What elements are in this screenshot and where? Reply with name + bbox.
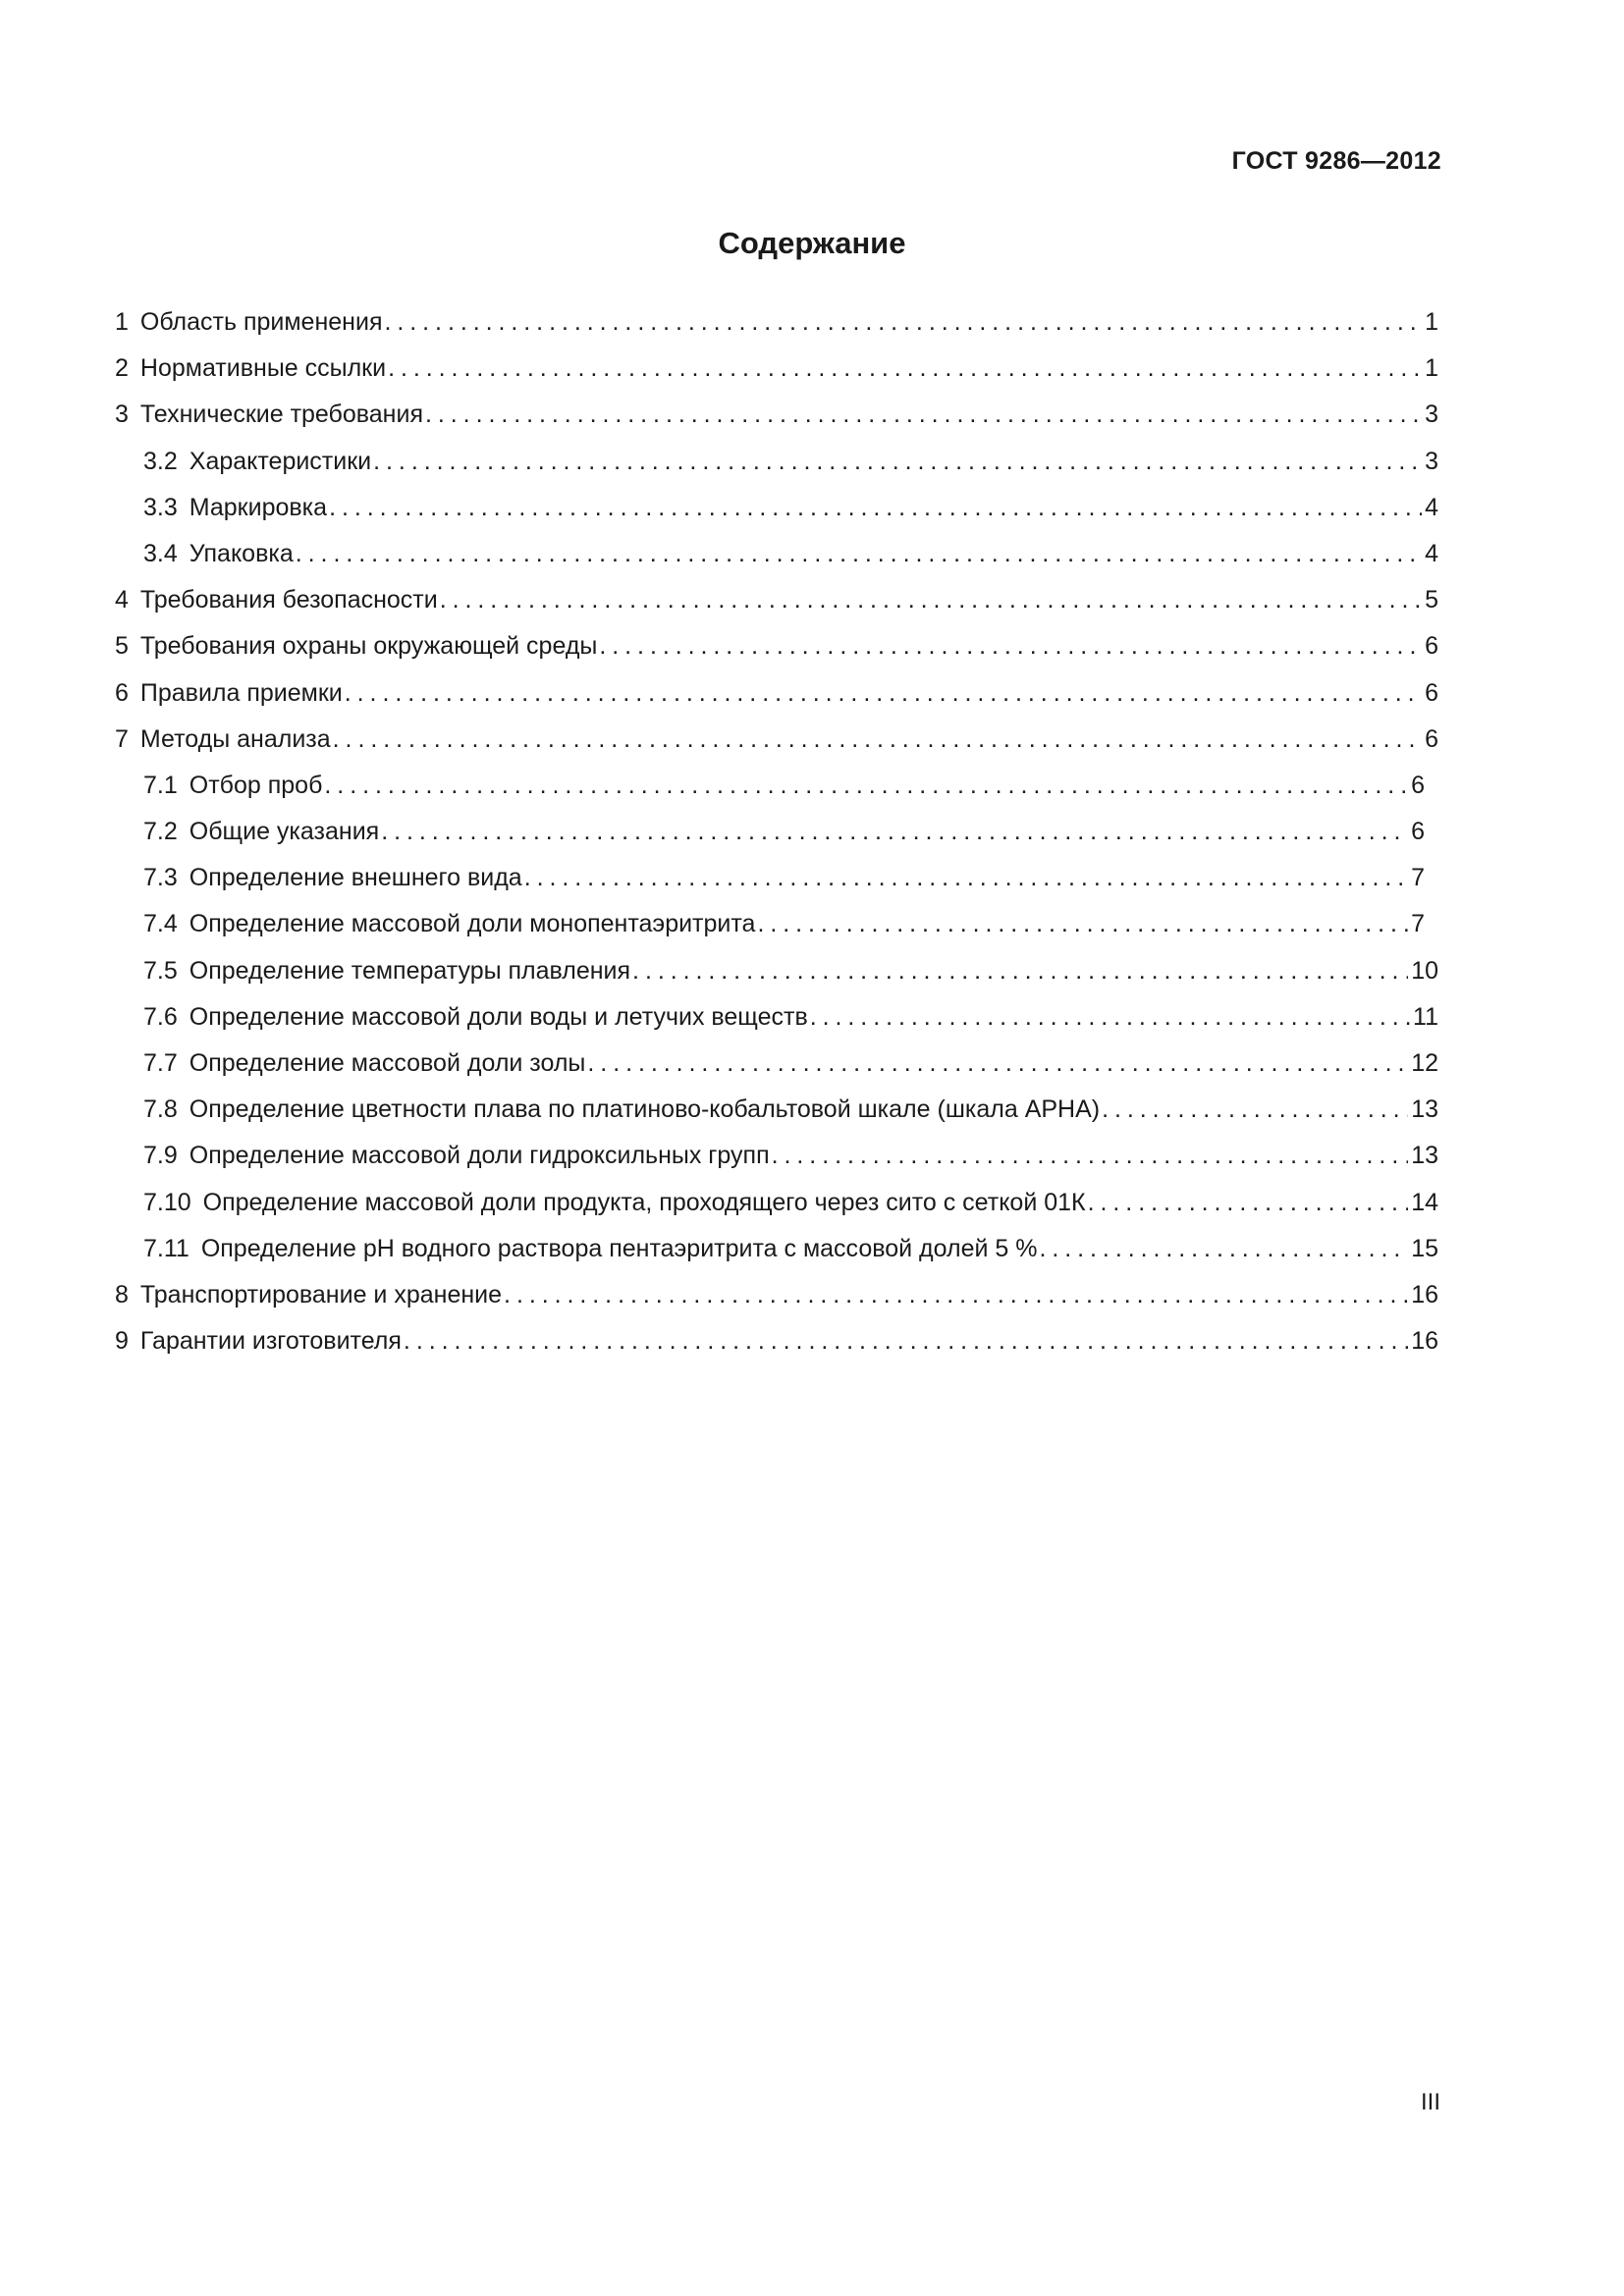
- toc-entry-number: 3: [115, 400, 129, 429]
- toc-entry-page: 13: [1411, 1142, 1438, 1170]
- toc-dot-leader: [810, 994, 1410, 1041]
- toc-dot-leader: [1102, 1087, 1408, 1133]
- toc-entry-number: 7.8: [143, 1095, 178, 1124]
- toc-entry-number: 5: [115, 632, 129, 661]
- toc-entry-page: 7: [1411, 910, 1425, 938]
- toc-entry-number: 7.6: [143, 1002, 178, 1031]
- toc-entry-number: 7.3: [143, 864, 178, 892]
- toc-entry-page: 6: [1425, 678, 1438, 707]
- toc-dot-leader: [587, 1041, 1408, 1087]
- toc-entry-label: Определение массовой доли воды и летучих веществ: [189, 1002, 808, 1031]
- toc-entry-label: Упаковка: [189, 539, 294, 567]
- toc-entry-number: 7.7: [143, 1049, 178, 1077]
- toc-entry-page: 3: [1425, 400, 1438, 429]
- toc-entry-label: Область применения: [139, 308, 383, 336]
- toc-entry[interactable]: [115, 670, 1438, 717]
- toc-dot-leader: [329, 485, 1422, 531]
- toc-entry[interactable]: [115, 577, 1438, 623]
- toc-dot-leader: [757, 901, 1408, 947]
- toc-entry[interactable]: [115, 439, 1438, 485]
- toc-entry-label: Определение цветности плава по платиново-кобальтовой шкале (шкала АРНА): [189, 1095, 1101, 1124]
- toc-entry-label: Правила приемки: [139, 678, 343, 707]
- toc-entry-number: 8: [115, 1280, 129, 1308]
- toc-entry[interactable]: [115, 717, 1438, 763]
- standard-code-header: ГОСТ 9286—2012: [1231, 147, 1441, 175]
- toc-entry-label: Определение рН водного раствора пентаэритрита с массовой долей 5 %: [200, 1234, 1038, 1262]
- toc-entry-label: Требования охраны окружающей среды: [139, 632, 598, 661]
- toc-entry[interactable]: [115, 855, 1425, 901]
- toc-entry[interactable]: [115, 763, 1425, 809]
- toc-entry[interactable]: [115, 1272, 1438, 1318]
- toc-entry-page: 14: [1411, 1188, 1438, 1216]
- toc-entry-number: 9: [115, 1327, 129, 1356]
- toc-entry[interactable]: [115, 1226, 1438, 1272]
- toc-entry-label: Определение массовой доли продукта, проходящего через сито с сеткой 01К: [202, 1188, 1086, 1216]
- toc-dot-leader: [1039, 1226, 1408, 1272]
- toc-entry-page: 16: [1411, 1280, 1438, 1308]
- toc-entry-page: 6: [1411, 818, 1425, 846]
- toc-dot-leader: [599, 623, 1422, 669]
- toc-dot-leader: [440, 577, 1422, 623]
- toc-entry[interactable]: [115, 346, 1438, 392]
- toc-entry-number: 3.4: [143, 539, 178, 567]
- toc-entry[interactable]: [115, 531, 1438, 577]
- toc-entry-page: 12: [1411, 1049, 1438, 1077]
- toc-dot-leader: [345, 670, 1422, 717]
- toc-dot-leader: [333, 717, 1422, 763]
- toc-entry-page: 1: [1425, 308, 1438, 336]
- toc-entry-number: 7: [115, 724, 129, 753]
- toc-entry[interactable]: [115, 1087, 1438, 1133]
- table-of-contents: [115, 299, 1438, 1364]
- toc-entry-number: 7.2: [143, 818, 178, 846]
- toc-dot-leader: [632, 948, 1408, 994]
- toc-entry-label: Определение температуры плавления: [189, 956, 631, 985]
- toc-entry[interactable]: [115, 901, 1425, 947]
- toc-entry-page: 15: [1411, 1234, 1438, 1262]
- toc-entry-number: 7.10: [143, 1188, 191, 1216]
- toc-entry-label: Определение массовой доли гидроксильных групп: [189, 1142, 770, 1170]
- toc-entry[interactable]: [115, 392, 1438, 438]
- toc-dot-leader: [324, 763, 1408, 809]
- toc-dot-leader: [404, 1318, 1408, 1364]
- toc-entry-number: 7.9: [143, 1142, 178, 1170]
- toc-dot-leader: [296, 531, 1422, 577]
- toc-entry-number: 1: [115, 308, 129, 336]
- toc-entry[interactable]: [115, 485, 1438, 531]
- toc-entry[interactable]: [115, 1180, 1438, 1226]
- toc-entry[interactable]: [115, 1318, 1438, 1364]
- toc-dot-leader: [381, 809, 1408, 855]
- toc-entry-label: Нормативные ссылки: [139, 354, 387, 383]
- toc-title: Содержание: [718, 226, 906, 260]
- toc-entry[interactable]: [115, 948, 1438, 994]
- toc-entry-page: 6: [1425, 632, 1438, 661]
- toc-dot-leader: [772, 1133, 1409, 1179]
- toc-dot-leader: [388, 346, 1422, 392]
- toc-dot-leader: [1088, 1180, 1409, 1226]
- toc-entry-page: 5: [1425, 586, 1438, 614]
- toc-entry-page: 7: [1411, 864, 1425, 892]
- toc-entry-page: 4: [1425, 539, 1438, 567]
- toc-entry-label: Маркировка: [189, 493, 328, 521]
- toc-entry-page: 1: [1425, 354, 1438, 383]
- toc-entry[interactable]: [115, 994, 1438, 1041]
- toc-entry[interactable]: [115, 299, 1438, 346]
- toc-entry-label: Общие указания: [189, 818, 380, 846]
- toc-dot-leader: [524, 855, 1408, 901]
- page-number: III: [1420, 2089, 1440, 2115]
- toc-entry-page: 13: [1411, 1095, 1438, 1124]
- toc-entry-label: Методы анализа: [139, 724, 331, 753]
- toc-dot-leader: [425, 392, 1422, 438]
- toc-entry-page: 16: [1411, 1327, 1438, 1356]
- toc-dot-leader: [373, 439, 1422, 485]
- toc-entry-page: 6: [1411, 771, 1425, 799]
- toc-entry-number: 4: [115, 586, 129, 614]
- toc-entry[interactable]: [115, 1041, 1438, 1087]
- toc-entry-label: Характеристики: [189, 447, 372, 475]
- toc-entry-page: 3: [1425, 447, 1438, 475]
- toc-entry-number: 3.2: [143, 447, 178, 475]
- toc-entry-label: Требования безопасности: [139, 586, 438, 614]
- toc-entry-number: 7.11: [143, 1234, 189, 1262]
- toc-entry-label: Гарантии изготовителя: [139, 1327, 402, 1356]
- toc-entry-page: 10: [1411, 956, 1438, 985]
- toc-entry-page: 6: [1425, 724, 1438, 753]
- toc-entry-number: 6: [115, 678, 129, 707]
- toc-entry-number: 7.4: [143, 910, 178, 938]
- toc-entry[interactable]: [115, 623, 1438, 669]
- toc-dot-leader: [384, 299, 1422, 346]
- toc-entry-page: 4: [1425, 493, 1438, 521]
- toc-entry-number: 7.1: [143, 771, 178, 799]
- toc-dot-leader: [504, 1272, 1408, 1318]
- toc-entry-label: Определение массовой доли золы: [189, 1049, 586, 1077]
- toc-entry-number: 2: [115, 354, 129, 383]
- toc-entry-label: Транспортирование и хранение: [139, 1280, 503, 1308]
- toc-entry-label: Определение массовой доли монопентаэритрита: [189, 910, 756, 938]
- toc-entry[interactable]: [115, 809, 1425, 855]
- toc-entry-number: 3.3: [143, 493, 178, 521]
- toc-entry-label: Технические требования: [139, 400, 423, 429]
- toc-entry[interactable]: [115, 1133, 1438, 1179]
- toc-entry-label: Определение внешнего вида: [189, 864, 522, 892]
- toc-entry-page: 11: [1413, 1002, 1438, 1031]
- toc-entry-label: Отбор проб: [189, 771, 323, 799]
- toc-entry-number: 7.5: [143, 956, 178, 985]
